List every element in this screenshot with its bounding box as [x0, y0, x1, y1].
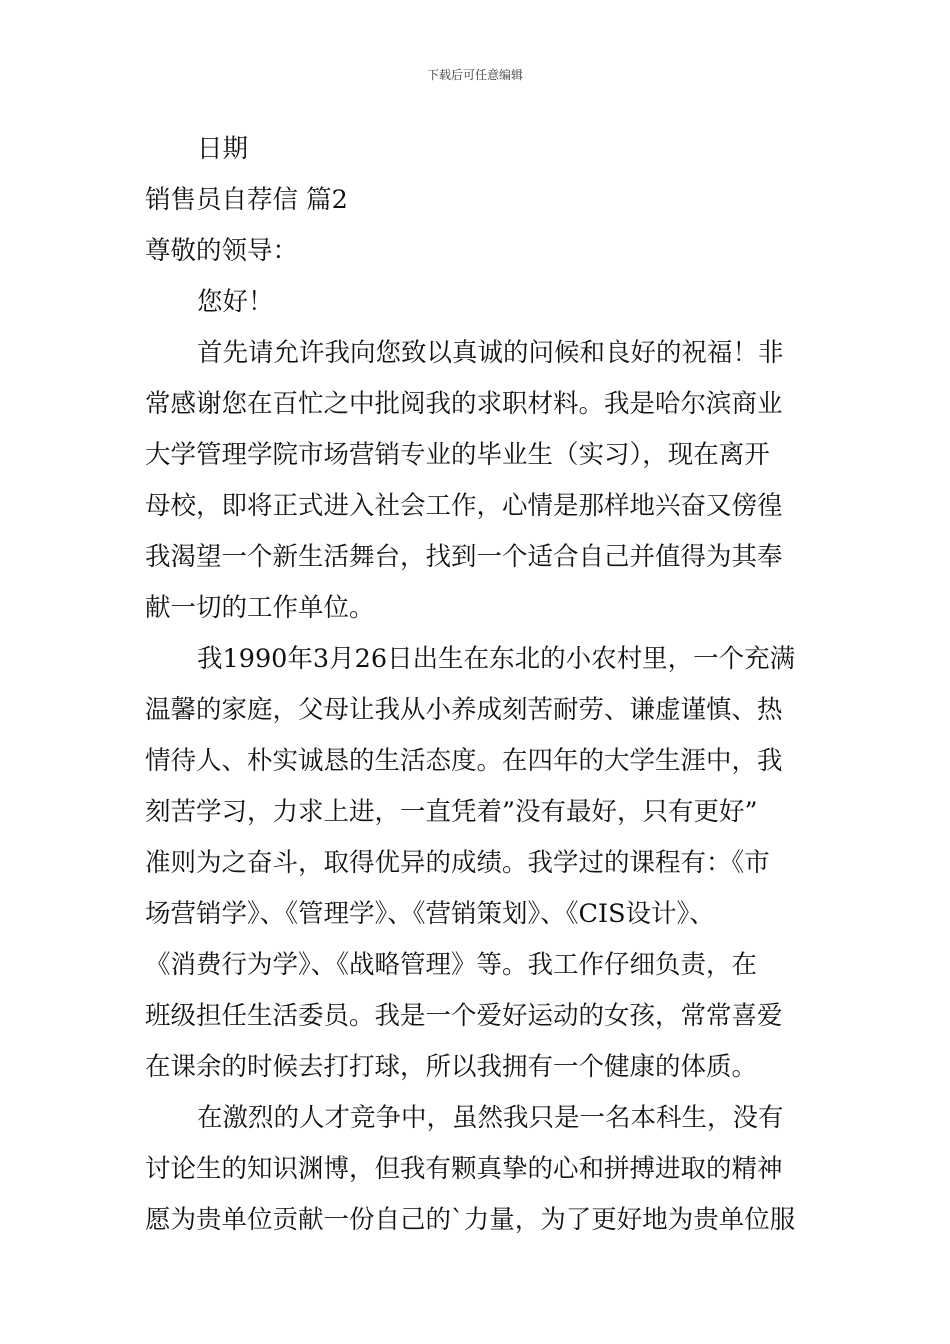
- page-header-note: 下载后可任意编辑: [426, 68, 523, 82]
- paragraph-line: 温馨的家庭，父母让我从小养成刻苦耐劳、谦虚谨慎、热: [145, 695, 783, 725]
- document-body: [145, 124, 810, 1246]
- paragraph-line: 班级担任生活委员。我是一个爱好运动的女孩，常常喜爱: [145, 1001, 783, 1031]
- paragraph-line: 愿为贵单位贡献一份自己的`力量，为了更好地为贵单位服: [145, 1205, 796, 1235]
- paragraph-line: 首先请允许我向您致以真诚的问候和良好的祝福！非: [197, 338, 784, 368]
- salutation: 尊敬的领导：: [145, 236, 299, 266]
- paragraph-line: 献一切的工作单位。: [145, 593, 375, 623]
- paragraph-line: 我1990年3月26日出生在东北的小农村里，一个充满: [197, 644, 796, 674]
- paragraph-line: 准则为之奋斗，取得优异的成绩。我学过的课程有：《市: [145, 848, 770, 878]
- paragraph-line: 母校，即将正式进入社会工作，心情是那样地兴奋又傍徨: [145, 491, 783, 521]
- paragraph-line: 情待人、朴实诚恳的生活态度。在四年的大学生涯中，我: [145, 746, 783, 776]
- paragraph-line: 场营销学》、《管理学》、《营销策划》、《CIS设计》、: [145, 899, 715, 929]
- letter-title: 销售员自荐信 篇2: [145, 185, 348, 215]
- paragraph-line: 常感谢您在百忙之中批阅我的求职材料。我是哈尔滨商业: [145, 389, 783, 419]
- paragraph-line: 我渴望一个新生活舞台，找到一个适合自己并值得为其奉: [145, 542, 783, 572]
- date-line: 日期: [197, 134, 249, 164]
- paragraph-line: 在激烈的人才竞争中，虽然我只是一名本科生，没有: [197, 1103, 784, 1133]
- paragraph-line: 在课余的时候去打打球，所以我拥有一个健康的体质。: [145, 1052, 758, 1082]
- greeting: 您好！: [197, 287, 274, 317]
- paragraph-line: 《消费行为学》、《战略管理》等。我工作仔细负责，在: [145, 950, 758, 980]
- paragraph-line: 刻苦学习，力求上进，一直凭着”没有最好，只有更好”: [145, 797, 758, 827]
- paragraph-line: 讨论生的知识渊博，但我有颗真挚的心和拼搏进取的精神: [145, 1154, 783, 1184]
- paragraph-line: 大学管理学院市场营销专业的毕业生（实习），现在离开: [145, 440, 770, 470]
